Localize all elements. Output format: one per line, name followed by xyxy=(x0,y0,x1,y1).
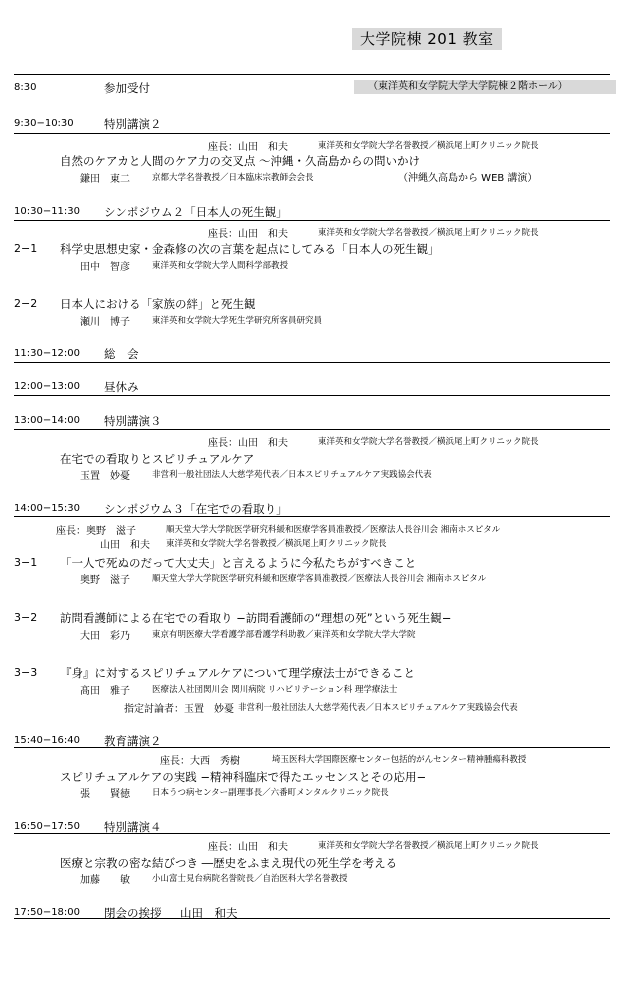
chair-name: 山田 和夫 xyxy=(100,540,150,551)
divider xyxy=(14,833,610,834)
chair-name: 座長：山田 和夫 xyxy=(208,842,288,853)
room-label: 大学院棟 201 教室 xyxy=(352,28,502,50)
divider xyxy=(14,747,610,748)
session-time: 10:30−11:30 xyxy=(14,206,81,217)
session-time: 11:30−12:00 xyxy=(14,348,81,359)
session-title: 総 会 xyxy=(104,347,139,361)
talk-title: 日本人における「家族の絆」と死生観 xyxy=(60,297,256,311)
chair-affiliation: 東洋英和女学院大学名誉教授／横浜尾上町クリニック院長 xyxy=(318,228,539,238)
session-title: シンポジウム２「日本人の死生観」 xyxy=(104,205,288,219)
speaker-affiliation: 東洋英和女学院大学死生学研究所客員研究員 xyxy=(152,316,323,326)
chair-affiliation: 東洋英和女学院大学名誉教授／横浜尾上町クリニック院長 xyxy=(318,141,539,151)
session-title: 特別講演２ xyxy=(104,117,162,131)
registration-title: 参加受付 xyxy=(104,81,150,95)
speaker-name: 髙田 雅子 xyxy=(80,686,130,697)
session-time: 17:50−18:00 xyxy=(14,907,81,918)
divider xyxy=(14,516,610,517)
speaker-name: 奥野 滋子 xyxy=(80,575,130,586)
speaker-name: 張 賢徳 xyxy=(80,789,130,800)
speaker-affiliation: 東洋英和女学院大学人間科学部教授 xyxy=(152,261,289,271)
speaker-affiliation: 東京有明医療大学看護学部看護学科助教／東洋英和女学院大学大学院 xyxy=(152,630,416,640)
discussant-affiliation: 非営利一般社団法人大慈学苑代表／日本スピリチュアルケア実践協会代表 xyxy=(238,703,518,713)
chair-affiliation: 東洋英和女学院大学名誉教授／横浜尾上町クリニック院長 xyxy=(166,539,387,549)
divider xyxy=(14,429,610,430)
chair-name: 座長：山田 和夫 xyxy=(208,438,288,449)
chair-name: 座長：大西 秀樹 xyxy=(160,756,240,767)
closing-speaker: 山田 和夫 xyxy=(180,906,238,920)
speaker-name: 鎌田 東二 xyxy=(80,174,130,185)
session-time: 14:00−15:30 xyxy=(14,503,81,514)
session-time: 16:50−17:50 xyxy=(14,821,81,832)
divider xyxy=(14,74,610,75)
session-time: 15:40−16:40 xyxy=(14,735,81,746)
session-title: 特別講演４ xyxy=(104,820,162,834)
session-title: 閉会の挨拶 xyxy=(104,906,162,920)
divider xyxy=(14,918,610,919)
talk-number: 3−2 xyxy=(14,611,38,624)
talk-number: 3−3 xyxy=(14,666,38,679)
chair-affiliation: 順天堂大学大学院医学研究科緩和医療学客員准教授／医療法人長谷川会 湘南ホスピタル xyxy=(166,525,501,535)
session-time: 13:00−14:00 xyxy=(14,415,81,426)
chair-affiliation: 東洋英和女学院大学名誉教授／横浜尾上町クリニック院長 xyxy=(318,841,539,851)
speaker-affiliation: 京都大学名誉教授／日本臨床宗教師会会長 xyxy=(152,173,314,183)
talk-title: 「一人で死ぬのだって大丈夫」と言えるように今私たちがすべきこと xyxy=(60,556,417,570)
talk-number: 3−1 xyxy=(14,556,38,569)
speaker-affiliation: 小山富士見台病院名誉院長／自治医科大学名誉教授 xyxy=(152,874,348,884)
divider xyxy=(14,220,610,221)
speaker-name: 大田 彩乃 xyxy=(80,631,130,642)
speaker-affiliation: 医療法人社団関川会 関川病院 リハビリテーション科 理学療法士 xyxy=(152,685,398,695)
session-title: 昼休み xyxy=(104,380,139,394)
talk-number: 2−1 xyxy=(14,242,38,255)
registration-time: 8:30 xyxy=(14,82,37,93)
session-time: 9:30−10:30 xyxy=(14,118,74,129)
session-time: 12:00−13:00 xyxy=(14,381,81,392)
talk-title: スピリチュアルケアの実践 −精神科臨床で得たエッセンスとその応用− xyxy=(60,770,427,784)
session-title: シンポジウム３「在宅での看取り」 xyxy=(104,502,288,516)
divider xyxy=(14,362,610,363)
talk-number: 2−2 xyxy=(14,297,38,310)
chair-name: 座長：山田 和夫 xyxy=(208,229,288,240)
speaker-affiliation: 日本うつ病センター副理事長／六番町メンタルクリニック院長 xyxy=(152,788,389,798)
talk-title: 医療と宗教の密な結びつき ―歴史をふまえ現代の死生学を考える xyxy=(60,856,398,870)
discussant-name: 指定討論者：玉置 妙憂 xyxy=(124,704,234,715)
talk-title: 訪問看護師による在宅での看取り −訪問看護師の“理想の死”という死生観− xyxy=(60,611,452,625)
session-note: （沖縄久高島から WEB 講演） xyxy=(398,173,538,184)
speaker-affiliation: 順天堂大学大学院医学研究科緩和医療学客員准教授／医療法人長谷川会 湘南ホスピタル xyxy=(152,574,487,584)
speaker-name: 玉置 妙憂 xyxy=(80,471,130,482)
speaker-name: 加藤 敏 xyxy=(80,875,130,886)
speaker-name: 瀬川 博子 xyxy=(80,317,130,328)
speaker-affiliation: 非営利一般社団法人大慈学苑代表／日本スピリチュアルケア実践協会代表 xyxy=(152,470,432,480)
chair-name: 座長：奥野 滋子 xyxy=(56,526,136,537)
chair-name: 座長：山田 和夫 xyxy=(208,142,288,153)
chair-affiliation: 東洋英和女学院大学名誉教授／横浜尾上町クリニック院長 xyxy=(318,437,539,447)
session-title: 教育講演２ xyxy=(104,734,162,748)
talk-title: 科学史思想史家・金森修の次の言葉を起点にしてみる「日本人の死生観」 xyxy=(60,242,440,256)
session-title: 特別講演３ xyxy=(104,414,162,428)
chair-affiliation: 埼玉医科大学国際医療センター包括的がんセンター精神腫瘍科教授 xyxy=(272,755,527,765)
talk-title: 在宅での看取りとスピリチュアルケア xyxy=(60,452,255,466)
speaker-name: 田中 智彦 xyxy=(80,262,130,273)
divider xyxy=(14,395,610,396)
divider xyxy=(14,133,610,134)
talk-title: 『身』に対するスピリチュアルケアについて理学療法士ができること xyxy=(60,666,416,680)
talk-title: 自然のケアカと人間のケア力の交叉点 〜沖縄・久高島からの問いかけ xyxy=(60,154,421,168)
registration-venue: （東洋英和女学院大学大学院棟２階ホール） xyxy=(354,80,616,94)
